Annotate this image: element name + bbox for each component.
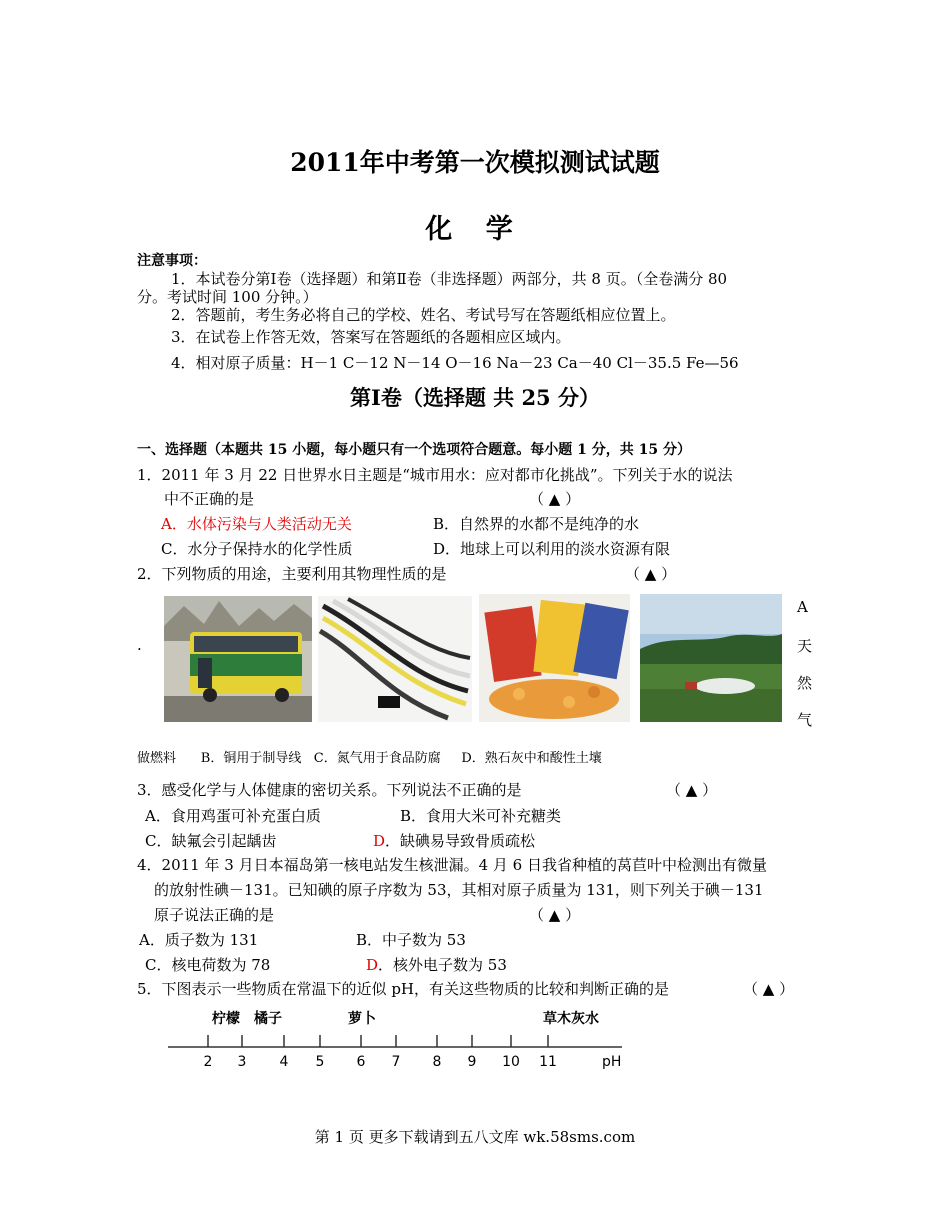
q1-option-a-text: A．水体污染与人类活动无关 bbox=[161, 515, 352, 533]
ph-tick-label: 4 bbox=[279, 1054, 289, 1070]
q1-option-d: D．地球上可以利用的淡水资源有限 bbox=[433, 540, 671, 558]
ph-tick-label: 2 bbox=[203, 1054, 213, 1070]
label-orange: 橘子 bbox=[254, 1011, 282, 1027]
ph-tick-label: 5 bbox=[315, 1054, 325, 1070]
q2-stem: 2．下列物质的用途，主要利用其物理性质的是 bbox=[137, 565, 447, 583]
notice-item-2: 2．答题前，考生务必将自己的学校、姓名、考试号写在答题纸相应位置上。 bbox=[171, 306, 676, 324]
q1-stem-line2: 中不正确的是 bbox=[164, 490, 255, 508]
q4-option-a: A．质子数为 131 bbox=[139, 931, 259, 949]
q4-option-d bbox=[366, 954, 507, 975]
q1-answer-mark: （ ▲ ） bbox=[529, 490, 581, 508]
q2-answer-mark: （ ▲ ） bbox=[625, 565, 677, 583]
q4-option-d-letter: D bbox=[366, 956, 379, 974]
q3-stem: 3．感受化学与人体健康的密切关系。下列说法不正确的是 bbox=[137, 781, 522, 799]
section1-heading: 一、选择题（本题共 15 小题，每小题只有一个选项符合题意。每小题 1 分，共 15 分） bbox=[137, 442, 691, 458]
q4-stem-line3: 原子说法正确的是 bbox=[154, 906, 275, 924]
part1-title: 第Ⅰ卷（选择题 共 25 分） bbox=[350, 385, 600, 410]
q1-option-a bbox=[161, 513, 352, 534]
page-footer: 第 1 页 更多下载请到五八文库 wk.58sms.com bbox=[314, 1128, 636, 1146]
label-lemon: 柠檬 bbox=[212, 1011, 240, 1027]
bus-photo bbox=[164, 596, 312, 722]
ph-tick-label: 11 bbox=[539, 1054, 557, 1070]
ph-tick-label: 7 bbox=[391, 1054, 401, 1070]
landscape-photo bbox=[640, 594, 782, 722]
label-ash-water: 草木灰水 bbox=[543, 1011, 599, 1027]
q3-option-d-letter: D bbox=[373, 832, 386, 850]
q2-side-char-3: 然 bbox=[797, 674, 813, 692]
q5-answer-mark: （ ▲ ） bbox=[743, 980, 795, 998]
exam-title: 2011年中考第一次模拟测试试题 bbox=[290, 148, 660, 177]
q4-answer-mark: （ ▲ ） bbox=[529, 906, 581, 924]
q3-option-d-text: ．缺碘易导致骨质疏松 bbox=[385, 832, 536, 850]
q4-option-c: C．核电荷数为 78 bbox=[145, 956, 271, 974]
ph-tick-label: 6 bbox=[356, 1054, 366, 1070]
notice-heading: 注意事项： bbox=[137, 253, 207, 269]
q3-option-a: A．食用鸡蛋可补充蛋白质 bbox=[145, 807, 321, 825]
notice-item-3: 3．在试卷上作答无效，答案写在答题纸的各题相应区域内。 bbox=[171, 328, 571, 346]
notice-item-1: 1．本试卷分第Ⅰ卷（选择题）和第Ⅱ卷（非选择题）两部分，共 8 页。（全卷满分 80 bbox=[171, 270, 728, 288]
q1-option-b: B．自然界的水都不是纯净的水 bbox=[433, 515, 640, 533]
ph-unit-label: pH bbox=[602, 1054, 622, 1070]
snack-photo bbox=[479, 594, 630, 722]
label-radish: 萝卜 bbox=[348, 1011, 376, 1027]
q3-option-c: C．缺氟会引起龋齿 bbox=[145, 832, 277, 850]
q2-side-char-1: A bbox=[797, 598, 808, 616]
subject-title: 化 学 bbox=[425, 214, 525, 245]
q3-option-b: B．食用大米可补充糖类 bbox=[400, 807, 562, 825]
q3-answer-mark: （ ▲ ） bbox=[666, 781, 718, 799]
ph-tick-label: 3 bbox=[237, 1054, 247, 1070]
q1-stem-line1: 1．2011 年 3 月 22 日世界水日主题是“城市用水：应对都市化挑战”。下列关于水的说法 bbox=[137, 466, 733, 484]
q4-stem-line1: 4．2011 年 3 月日本福岛第一核电站发生核泄漏。4 月 6 日我省种植的莴苣叶中检测出有微量 bbox=[137, 856, 767, 874]
q1-option-c: C．水分子保持水的化学性质 bbox=[161, 540, 353, 558]
q4-option-d-text: ．核外电子数为 53 bbox=[378, 956, 507, 974]
q2-side-char-2: 天 bbox=[797, 637, 813, 655]
q2-options: 做燃料 B．铜用于制导线 C．氮气用于食品防腐 D．熟石灰中和酸性土壤 bbox=[137, 751, 602, 766]
notice-item-1-cont: 分。考试时间 100 分钟。） bbox=[137, 288, 318, 306]
q4-option-b: B．中子数为 53 bbox=[356, 931, 466, 949]
cable-photo bbox=[318, 596, 472, 722]
q3-option-d bbox=[373, 830, 535, 851]
q5-stem: 5．下图表示一些物质在常温下的近似 pH，有关这些物质的比较和判断正确的是 bbox=[137, 980, 669, 998]
notice-item-4: 4．相对原子质量：H－1 C－12 N－14 O－16 Na－23 Ca－40 Cl－35.5 Fe—56 bbox=[171, 354, 739, 372]
q4-stem-line2: 的放射性碘－131。已知碘的原子序数为 53，其相对原子质量为 131，则下列关于碘－131 bbox=[154, 881, 764, 899]
ph-tick-label: 8 bbox=[432, 1054, 442, 1070]
q2-side-char-4: 气 bbox=[797, 711, 813, 729]
ph-tick-label: 10 bbox=[502, 1054, 520, 1070]
q2-dot: . bbox=[137, 636, 142, 654]
ph-scale-diagram bbox=[160, 1005, 640, 1075]
ph-tick-label: 9 bbox=[467, 1054, 477, 1070]
